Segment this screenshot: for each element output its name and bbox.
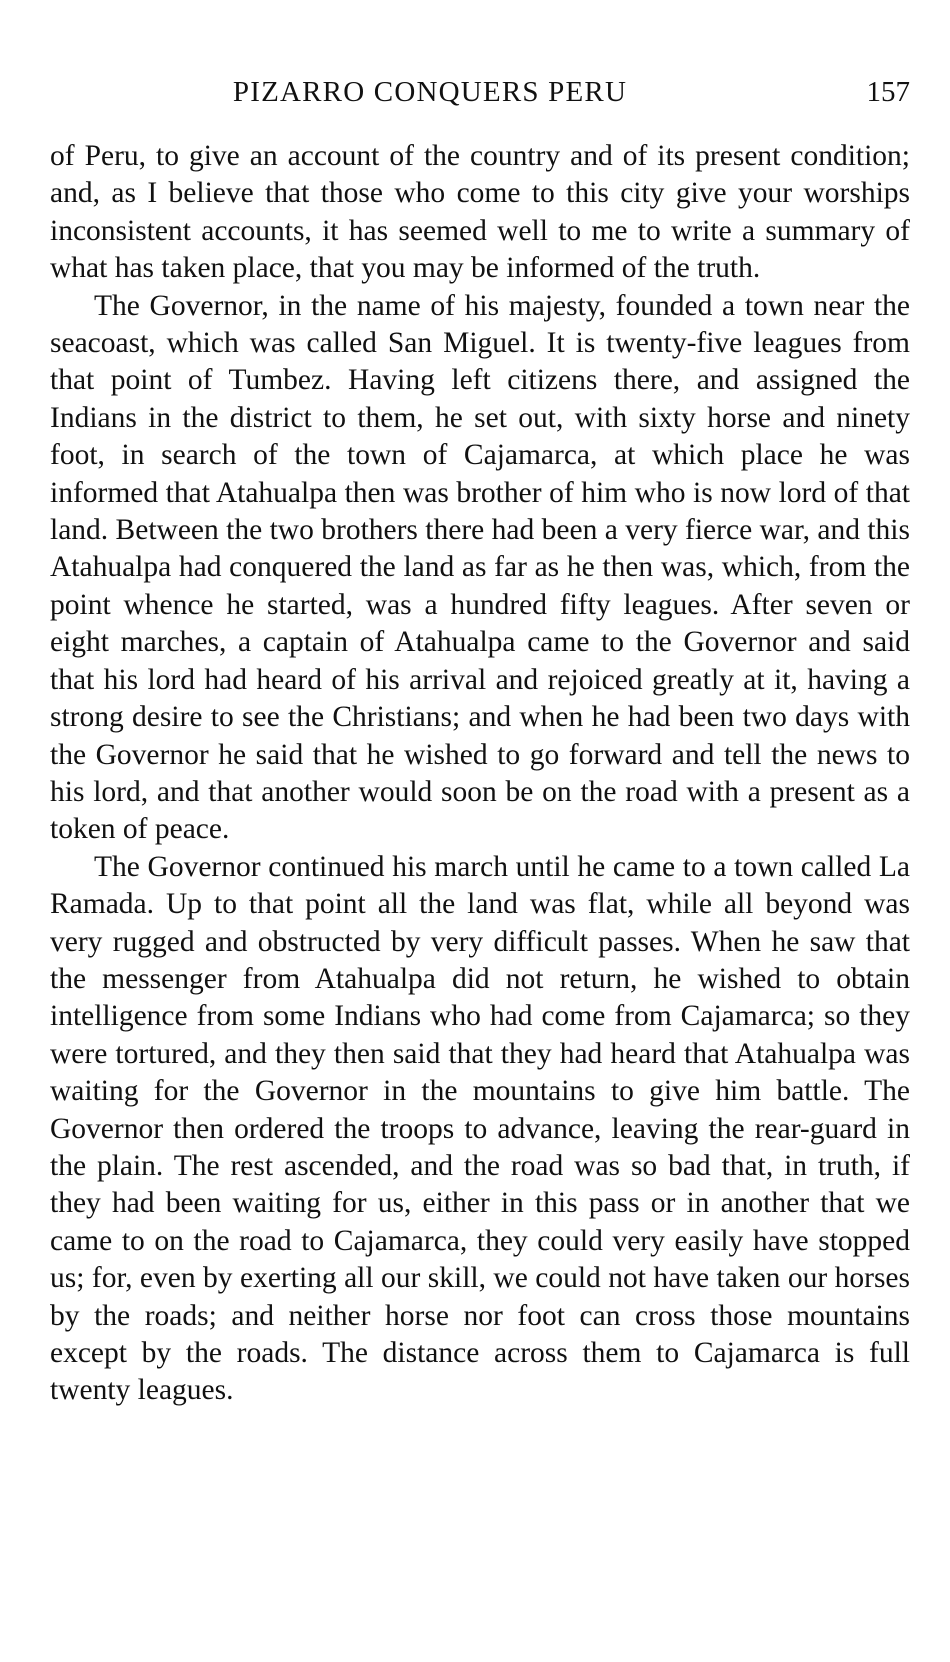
running-head [50, 70, 910, 114]
paragraph: The Governor, in the name of his majesty, founded a town near the seacoast, which was called San Miguel. It is twenty-five leagues from that point of Tumbez. Having left citizens there, and assigned the Indians in the district to them, he set out, with sixty horse and ninety foot, in search of the town of Cajamarca, at which place he was informed that Atahualpa then was brother of him who is now lord of that land. Between the two brothers there had been a very fierce war, and this Atahualpa had conquered the land as far as he then was, which, from the point whence he started, was a hundred fifty leagues. After seven or eight marches, a captain of Atahualpa came to the Governor and said that his lord had heard of his arrival and rejoiced greatly at it, having a strong desire to see the Christians; and when he had been two days with the Governor he said that he wished to go forward and tell the news to his lord, and that another would soon be on the road with a present as a token of peace. [50, 289, 910, 846]
body-text [50, 138, 910, 1410]
paragraph-continued: of Peru, to give an account of the country and of its present condition; and, as I believe that those who come to this city give your worships inconsistent accounts, it has seemed well to me to write a summary of what has taken place, that you may be informed of the truth. [50, 140, 910, 285]
page-number: 157 [866, 76, 910, 108]
paragraph: The Governor continued his march until he came to a town called La Ramada. Up to that point all the land was flat, while all beyond was very rugged and obstructed by very difficult passes. When he saw that the messenger from Atahualpa did not return, he wished to obtain intelligence from some Indians who had come from Cajamarca; so they were tortured, and they then said that they had heard that Atahualpa was waiting for the Governor in the mountains to give him battle. The Governor then ordered the troops to advance, leaving the rear-guard in the plain. The rest ascended, and the road was so bad that, in truth, if they had been waiting for us, either in this pass or in another that we came to on the road to Cajamarca, they could very easily have stopped us; for, even by exerting all our skill, we could not have taken our horses by the roads; and neither horse nor foot can cross those mountains except by the roads. The distance across them to Cajamarca is full twenty leagues. [50, 850, 910, 1407]
running-title: PIZARRO CONQUERS PERU [232, 76, 628, 108]
